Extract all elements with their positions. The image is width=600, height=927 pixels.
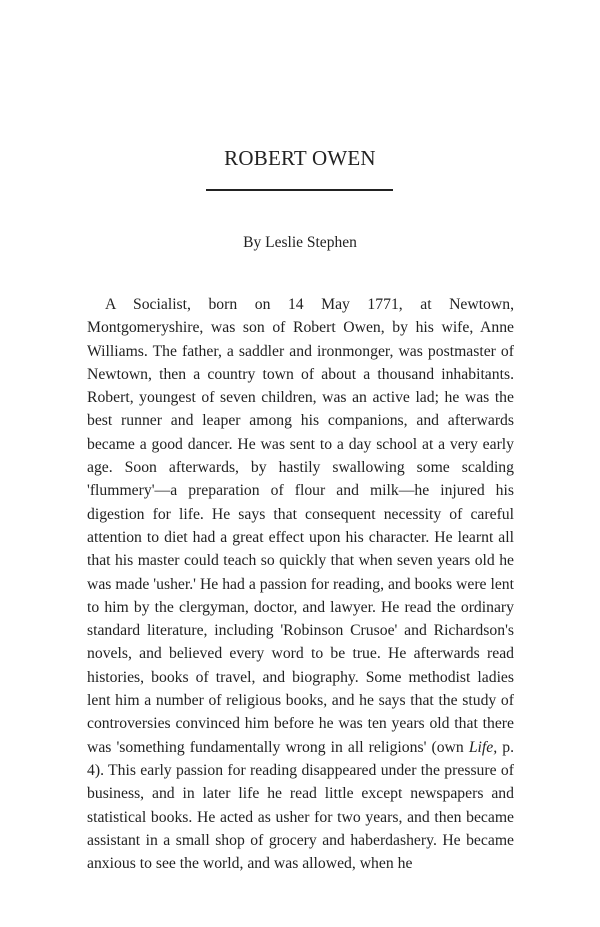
book-title-italic: Life, [468, 738, 498, 756]
author-byline: By Leslie Stephen [243, 234, 357, 251]
body-text-part-1: A Socialist, born on 14 May 1771, at Newtown, Montgomeryshire, was son of Robert Owen, by his wife, Anne Williams. The father, a saddler and ironmonger, was postmaster of Newtown, then a country town of about a thousand inhabitants. Robert, youngest of seven children, was an active lad; he was the best runner and leaper among his companions, and afterwards became a good dancer. He was sent to a day school at a very early age. Soon afterwards, by hastily swallowing some scalding 'flummery'—a preparation of flour and milk—he injured his digestion for life. He says that consequent necessity of careful attention to diet had a great effect upon his character. He learnt all that his master could teach so quickly that when seven years old he was made 'usher.' He had a passion for reading, and books were lent to him by the clergyman, doctor, and lawyer. He read the ordinary standard literature, including 'Robinson Crusoe' and Richardson's novels, and believed every word to be true. He afterwards read histories, books of travel, and biography. Some methodist ladies lent him a number of religious books, and he says that the study of controversies convinced him before he was ten years old that there was 'something fundamentally wrong in all religions' (own [87, 296, 514, 756]
body-paragraph [87, 293, 514, 875]
title-divider [206, 189, 393, 191]
body-text-part-2: p. 4). This early passion for reading disappeared under the pressure of business, and in later life he read little except newspapers and statistical books. He acted as usher for two years, and then became assistant in a small shop of grocery and haberdashery. He became anxious to see the world, and was allowed, when he [87, 738, 514, 873]
page-title: ROBERT OWEN [224, 146, 376, 170]
